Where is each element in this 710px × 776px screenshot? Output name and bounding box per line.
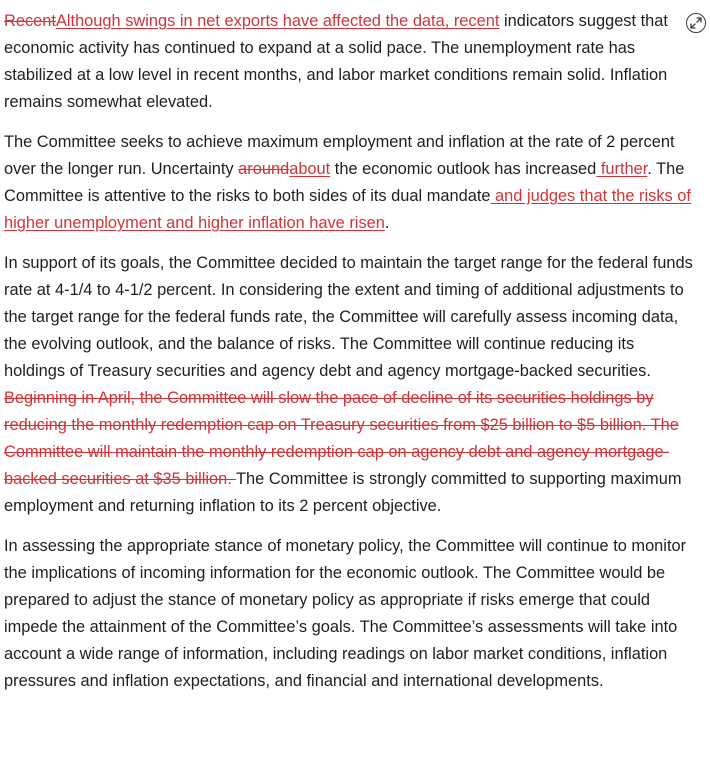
paragraph-economic-activity xyxy=(4,8,694,116)
deleted-text: Recent xyxy=(4,12,56,30)
inserted-text: further xyxy=(596,160,648,178)
body-text: In support of its goals, the Committee decided to maintain the target range for the federal funds rate at 4-1/4 to 4-1/2 percent. In considering the extent and timing of additional adjustments to the target range for the federal funds rate, the Committee will carefully assess incoming data, the evolving outlook, and the balance of risks. The Committee will continue reducing its holdings of Treasury securities and agency debt and agency mortgage-backed securities. xyxy=(4,254,693,380)
body-text: In assessing the appropriate stance of monetary policy, the Committee will continue to monitor the implications of incoming information for the economic outlook. The Committee would be prepared to adjust the stance of monetary policy as appropriate if risks emerge that could impede the attainment of the Committee’s goals. The Committee’s assessments will take into account a wide range of information, including readings on labor market conditions, inflation pressures and inflation expectations, and financial and international developments. xyxy=(4,537,687,690)
body-text: . The Committee is attentive to the risks to both sides of its dual mandate xyxy=(4,160,685,205)
paragraph-policy-decision xyxy=(4,250,694,520)
paragraph-policy-stance xyxy=(4,533,694,695)
body-text: The Committee seeks to achieve maximum employment and inflation at the rate of 2 percent over the longer run. Uncertainty xyxy=(4,133,675,178)
expand-button[interactable] xyxy=(686,13,706,33)
deleted-text: Beginning in April, the Committee will slow the pace of decline of its securities holdings by reducing the monthly redemption cap on Treasury securities from $25 billion to $5 billion. The Committee will maintain the monthly redemption cap on agency debt and agency mortgage-backed securities at $35 billion. xyxy=(4,389,679,488)
paragraph-committee-goals xyxy=(4,129,694,237)
deleted-text: around xyxy=(238,160,290,178)
inserted-text: Although swings in net exports have affected the data, recent xyxy=(55,12,500,30)
body-text: The Committee is strongly committed to supporting maximum employment and returning inflation to its 2 percent objective. xyxy=(4,470,682,515)
expand-arrows-icon xyxy=(690,17,702,29)
inserted-text: and judges that the risks of higher unemployment and higher inflation have risen xyxy=(4,187,691,232)
body-text: . xyxy=(384,214,390,232)
body-text: the economic outlook has increased xyxy=(330,160,597,178)
body-text: indicators suggest that economic activity has continued to expand at a solid pace. The unemployment rate has stabilized at a low level in recent months, and labor market conditions remain solid. Inflation remains somewhat elevated. xyxy=(4,12,668,111)
inserted-text: about xyxy=(289,160,331,178)
